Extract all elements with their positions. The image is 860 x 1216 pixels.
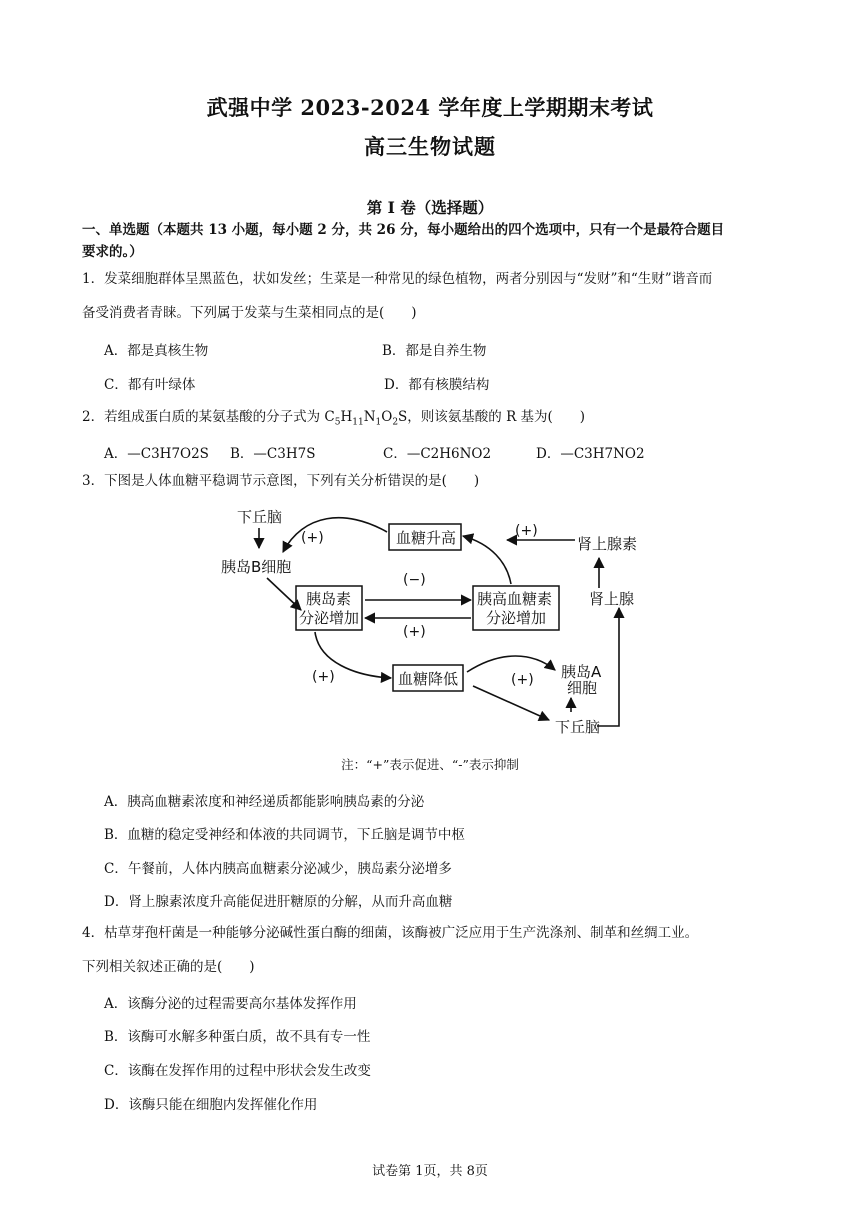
question-3-stem: 3．下图是人体血糖平稳调节示意图，下列有关分析错误的是( ) bbox=[82, 473, 480, 489]
section-instruction bbox=[82, 219, 782, 263]
hypothalamus-top-label: 下丘脑 bbox=[237, 508, 283, 526]
sign-plus-glucagon: (+) bbox=[403, 624, 426, 640]
question-1-line-2: 备受消费者青睐。下列属于发菜与生菜相同点的是( ) bbox=[82, 305, 417, 321]
question-4-option-d: D．该酶只能在细胞内发挥催化作用 bbox=[104, 1097, 318, 1113]
question-4-line-1: 4．枯草芽孢杆菌是一种能够分泌碱性蛋白酶的细菌，该酶被广泛应用于生产洗涤剂、制革和丝绸工业。 bbox=[82, 925, 699, 941]
insulin-box-line2: 分泌增加 bbox=[299, 609, 360, 627]
instruction-line-1: 一、单选题（本题共 13 小题，每小题 2 分，共 26 分，每小题给出的四个选项中，只有一个是最符合题目 bbox=[82, 222, 725, 238]
section-title: 第 I 卷（选择题） bbox=[366, 198, 494, 217]
glucagon-box-line2: 分泌增加 bbox=[486, 609, 547, 627]
glucose-down-label: 血糖降低 bbox=[398, 670, 459, 688]
sign-plus-islet-a: (+) bbox=[511, 672, 534, 688]
question-4-line-2: 下列相关叙述正确的是( ) bbox=[82, 959, 255, 975]
islet-b-label: 胰岛B细胞 bbox=[221, 558, 292, 576]
question-3-option-c: C．午餐前，人体内胰高血糖素分泌减少，胰岛素分泌增多 bbox=[104, 861, 452, 877]
formula-sub-c: 5 bbox=[334, 417, 341, 428]
question-2-stem bbox=[82, 400, 782, 440]
formula-sub-o: 2 bbox=[392, 417, 399, 428]
question-4-option-a: A．该酶分泌的过程需要高尔基体发挥作用 bbox=[104, 996, 357, 1012]
question-2-option-a: A．—C3H7O2S bbox=[104, 446, 209, 462]
question-1-option-b: B．都是自养生物 bbox=[382, 343, 487, 359]
question-2-stem-prefix: 2．若组成蛋白质的某氨基酸的分子式为 C bbox=[82, 409, 335, 425]
question-2-option-c: C．—C2H6NO2 bbox=[383, 446, 492, 462]
question-2-stem-suffix: ，则该氨基酸的 R 基为( ) bbox=[407, 409, 586, 425]
question-3-option-a: A．胰高血糖素浓度和神经递质都能影响胰岛素的分泌 bbox=[104, 794, 425, 810]
question-2-option-b: B．—C3H7S bbox=[230, 446, 316, 462]
exam-title: 武强中学 2023-2024 学年度上学期期末考试 bbox=[206, 95, 654, 120]
sign-minus-insulin: (−) bbox=[403, 572, 426, 588]
islet-a-line1: 胰岛A bbox=[561, 663, 602, 681]
question-1-option-d: D．都有核膜结构 bbox=[384, 377, 490, 393]
question-2-option-d: D．—C3H7NO2 bbox=[536, 446, 645, 462]
formula-s: S bbox=[398, 409, 408, 425]
exam-subtitle: 高三生物试题 bbox=[364, 134, 496, 159]
question-4-option-b: B．该酶可水解多种蛋白质，故不具有专一性 bbox=[104, 1029, 371, 1045]
formula-h: H bbox=[340, 409, 353, 425]
question-3-option-d: D．肾上腺素浓度升高能促进肝糖原的分解，从而升高血糖 bbox=[104, 894, 453, 910]
diagram-note: 注：“+”表示促进、“-”表示抑制 bbox=[341, 757, 519, 772]
hypothalamus-bottom-label: 下丘脑 bbox=[555, 718, 601, 736]
adrenaline-label: 肾上腺素 bbox=[577, 535, 638, 553]
insulin-box-line1: 胰岛素 bbox=[306, 590, 352, 608]
question-1-line-1: 1．发菜细胞群体呈黑蓝色，状如发丝；生菜是一种常见的绿色植物，两者分别因与“发财”和“生财”谐音而 bbox=[82, 271, 713, 287]
formula-sub-h: 11 bbox=[352, 417, 364, 428]
glucagon-box-line1: 胰高血糖素 bbox=[477, 590, 553, 608]
formula-sub-n: 1 bbox=[375, 417, 382, 428]
formula-o: O bbox=[381, 409, 393, 425]
question-4 bbox=[82, 916, 782, 984]
question-3-option-b: B．血糖的稳定受神经和体液的共同调节，下丘脑是调节中枢 bbox=[104, 827, 465, 843]
sign-plus-hypothalamus: (+) bbox=[301, 530, 324, 546]
sign-plus-adrenaline: (+) bbox=[515, 523, 538, 539]
question-1-option-a: A．都是真核生物 bbox=[104, 343, 209, 359]
glucose-up-label: 血糖升高 bbox=[396, 529, 457, 547]
islet-a-line2: 细胞 bbox=[567, 679, 598, 697]
question-1 bbox=[82, 262, 782, 330]
question-4-option-c: C．该酶在发挥作用的过程中形状会发生改变 bbox=[104, 1063, 371, 1079]
question-1-option-c: C．都有叶绿体 bbox=[104, 377, 196, 393]
instruction-line-2: 要求的。） bbox=[82, 244, 143, 260]
blood-glucose-regulation-diagram bbox=[215, 500, 647, 740]
formula-n: N bbox=[363, 409, 376, 425]
adrenal-gland-label: 肾上腺 bbox=[589, 590, 635, 608]
page-footer: 试卷第 1页，共 8页 bbox=[372, 1164, 488, 1179]
sign-plus-insulin-effect: (+) bbox=[312, 669, 335, 685]
